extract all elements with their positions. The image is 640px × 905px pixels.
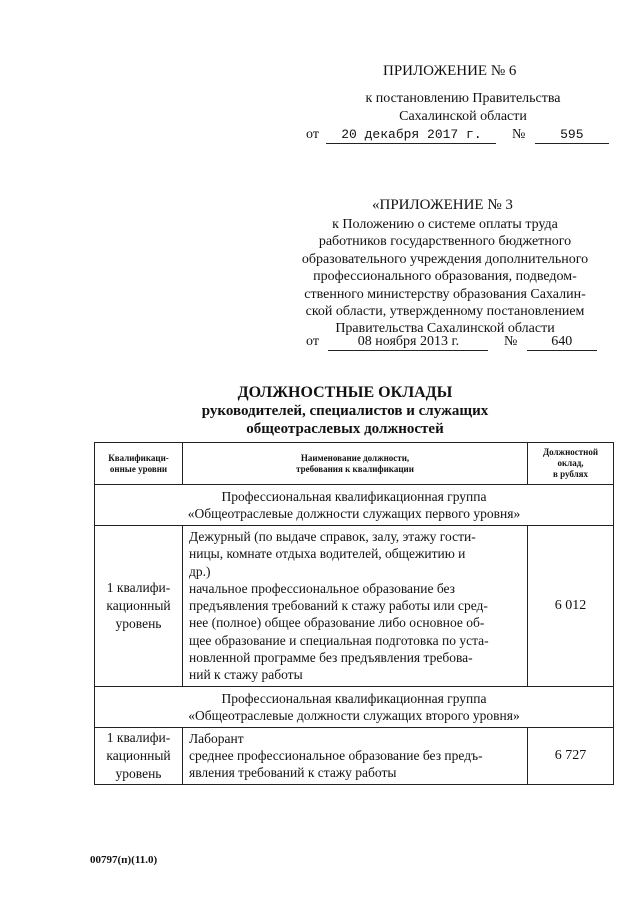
position-description: Дежурный (по выдаче справок, залу, этажу гости- ницы, комнате отдыха водителей, общежитию и др.) начальное профессиональное образование без предъявления требований к стажу работы или сред- нее (полное) общее образование либо основное об- щее образование и специальная подготовка по уста- новленной программе без предъявления требова- ний к стажу работы xyxy=(183,526,528,687)
number-label: № xyxy=(511,127,526,142)
header-position-requirements: Наименование должности, требования к квалификации xyxy=(183,443,528,485)
table-row xyxy=(95,526,614,687)
attachment-date-number-row xyxy=(306,334,597,351)
attachment-ref-line: к Положению о системе оплаты труда xyxy=(332,217,558,232)
appendix-number: 595 xyxy=(535,127,609,144)
attachment-title: «ПРИЛОЖЕНИЕ № 3 xyxy=(372,197,513,213)
document-title xyxy=(120,384,570,438)
attachment-ref-line: Правительства Сахалинской области xyxy=(335,321,555,337)
salary-value: 6 012 xyxy=(528,526,614,687)
group-name: Профессиональная квалификационная группа «Общеотраслевые должности служащих второго уровня» xyxy=(95,686,614,727)
attachment-ref-line: работников государственного бюджетного xyxy=(318,234,572,250)
position-description: Лаборант среднее профессиональное образование без предъ- явления требований к стажу работы xyxy=(183,727,528,784)
title-line: общеотраслевых должностей xyxy=(246,421,444,437)
attachment-date: 08 ноября 2013 г. xyxy=(328,334,488,351)
appendix-date-number-row xyxy=(306,127,609,144)
group-name: Профессиональная квалификационная группа «Общеотраслевые должности служащих первого уровня» xyxy=(95,485,614,526)
appendix-ref-line: Сахалинской области xyxy=(399,109,527,124)
appendix-ref-line: к постановлению Правительства xyxy=(365,91,561,106)
title-line: ДОЛЖНОСТНЫЕ ОКЛАДЫ xyxy=(237,384,453,401)
salary-table xyxy=(94,442,614,785)
attachment-ref-line: ской области, утвержденному постановлением xyxy=(305,304,585,320)
attachment-ref-line: образовательного учреждения дополнительного xyxy=(301,251,589,267)
attachment-reference xyxy=(288,216,602,338)
header-salary: Должностной оклад, в рублях xyxy=(528,443,614,485)
attachment-ref-line: профессионального образования, подведом- xyxy=(313,269,577,285)
table-row xyxy=(95,727,614,784)
qualification-level: 1 квалифи- кационный уровень xyxy=(95,526,183,687)
header-qualification-level: Квалификаци- онные уровни xyxy=(95,443,183,485)
appendix-reference xyxy=(343,90,583,126)
appendix-title: ПРИЛОЖЕНИЕ № 6 xyxy=(383,63,517,79)
number-label: № xyxy=(503,334,518,349)
attachment-ref-line: ственного министерству образования Сахалин- xyxy=(304,286,586,302)
qualification-level: 1 квалифи- кационный уровень xyxy=(95,727,183,784)
document-code: 00797(п)(11.0) xyxy=(90,854,158,866)
table-group-row xyxy=(95,485,614,526)
table-group-row xyxy=(95,686,614,727)
salary-value: 6 727 xyxy=(528,727,614,784)
from-label: от xyxy=(306,127,319,142)
attachment-number: 640 xyxy=(527,334,597,351)
title-line: руководителей, специалистов и служащих xyxy=(201,403,489,419)
table-header-row xyxy=(95,443,614,485)
appendix-date: 20 декабря 2017 г. xyxy=(326,127,496,144)
from-label: от xyxy=(306,334,319,349)
